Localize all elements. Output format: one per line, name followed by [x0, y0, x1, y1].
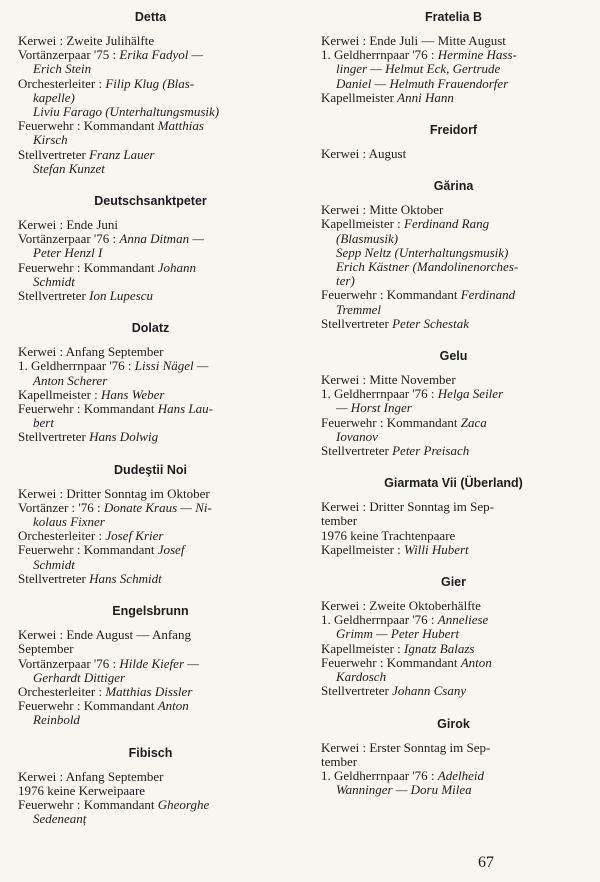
line-label: Stellvertreter — [18, 146, 90, 162]
line-label: Stellvertreter — [321, 443, 393, 459]
line-value: Peter Schestak — [392, 315, 469, 331]
entry-dolatz — [18, 321, 283, 444]
entry-line — [18, 416, 283, 430]
line-label: Vortänzer : '76 : — [18, 499, 104, 515]
entry-line — [18, 91, 283, 105]
entry-line — [321, 217, 586, 231]
line-label: Kerwei : Erster Sonntag im Sep- — [321, 739, 491, 755]
entry-line — [18, 770, 283, 784]
page-number: 67 — [478, 854, 494, 871]
line-value: Kardosch — [336, 669, 387, 685]
entry-title: Gier — [440, 575, 466, 590]
entry-freidorf — [321, 123, 586, 161]
line-value: Hans Schmidt — [89, 570, 162, 586]
line-label: Feuerwehr : Kommandant — [18, 542, 158, 558]
entry-fratelia-b — [321, 10, 586, 105]
line-value: Hans Weber — [101, 386, 165, 402]
line-value: Anni Hann — [397, 89, 454, 105]
entry-line — [18, 34, 283, 48]
entry-engelsbrunn — [18, 604, 283, 727]
line-value: Franz Lauer — [89, 146, 155, 162]
entry-spacer — [18, 303, 283, 321]
line-value: — Horst Inger — [336, 400, 412, 416]
entry-line — [18, 119, 283, 133]
line-value: Liviu Farago (Unterhaltungsmusik) — [33, 104, 220, 120]
line-value: kolaus Fixner — [33, 514, 105, 530]
line-value: Zaca — [460, 414, 487, 430]
line-value: Anna Ditman — — [119, 231, 204, 247]
entry-line — [321, 416, 586, 430]
line-label: Kerwei : Mitte Oktober — [321, 202, 444, 218]
entry-line — [321, 260, 586, 274]
entry-garina — [321, 179, 586, 331]
line-label: tember — [321, 753, 358, 769]
line-label: Orchesterleiter : — [18, 528, 106, 544]
entry-line — [321, 642, 586, 656]
entry-title: Giarmata Vii (Überland) — [384, 476, 523, 491]
entry-line — [321, 274, 586, 288]
line-label: Feuerwehr : Kommandant — [321, 287, 461, 303]
entry-spacer — [18, 586, 283, 604]
entry-line — [18, 77, 283, 91]
line-label: Kerwei : Zweite Julihälfte — [18, 33, 155, 48]
entry-line — [18, 359, 283, 373]
line-value: Ion Lupescu — [89, 288, 154, 304]
entry-spacer — [18, 445, 283, 463]
entry-line — [321, 373, 586, 387]
entry-line — [321, 77, 586, 91]
entry-line — [18, 699, 283, 713]
line-label: Feuerwehr : Kommandant — [18, 118, 158, 134]
line-label: Kerwei : Anfang September — [18, 768, 164, 784]
line-value: Anton Scherer — [33, 372, 108, 388]
entry-gier — [321, 575, 586, 698]
entry-line — [18, 388, 283, 402]
line-value: Johann Csany — [392, 683, 467, 699]
line-label: Feuerwehr : Kommandant — [18, 698, 158, 714]
line-value: Helga Seiler — [437, 386, 504, 402]
line-label: Kapellmeister : — [321, 640, 405, 656]
line-label: 1. Geldherrnpaar '76 : — [18, 358, 135, 374]
entry-spacer — [321, 699, 586, 717]
entry-line — [18, 402, 283, 416]
entry-line — [321, 444, 586, 458]
line-value: Iovanov — [336, 428, 378, 444]
entry-spacer — [18, 728, 283, 746]
line-value: Adelheid — [437, 767, 484, 783]
line-value: Daniel — Helmuth Frauendorfer — [336, 75, 509, 91]
line-label: Kerwei : Dritter Sonntag im Sep- — [321, 499, 494, 515]
entry-line — [18, 558, 283, 572]
entry-line — [18, 798, 283, 812]
entry-spacer — [321, 557, 586, 575]
entry-line — [18, 657, 283, 671]
entry-line — [321, 769, 586, 783]
entry-spacer — [321, 458, 586, 476]
line-value: Ferdinand — [460, 287, 516, 303]
line-value: kapelle) — [33, 89, 75, 105]
line-label: 1. Geldherrnpaar '76 : — [321, 47, 438, 63]
entry-line — [18, 642, 283, 656]
entry-line — [321, 599, 586, 613]
entry-line — [18, 543, 283, 557]
line-value: Peter Preisach — [392, 443, 470, 459]
entry-spacer — [18, 176, 283, 194]
line-value: Erika Fadyol — — [119, 47, 204, 63]
line-value: Erich Stein — [33, 61, 92, 77]
line-label: Feuerwehr : Kommandant — [321, 654, 461, 670]
line-label: Kapellmeister : — [321, 541, 405, 557]
line-value: Willi Hubert — [404, 541, 469, 557]
line-label: Kapellmeister : — [321, 216, 405, 232]
entry-line — [321, 684, 586, 698]
entry-line — [321, 613, 586, 627]
entry-line — [18, 345, 283, 359]
entry-line — [321, 741, 586, 755]
line-label: Kapellmeister — [321, 89, 398, 105]
line-label: Stellvertreter — [18, 429, 90, 445]
entry-line — [321, 529, 586, 543]
entry-line — [18, 62, 283, 76]
entry-line — [321, 627, 586, 641]
entry-line — [321, 430, 586, 444]
entry-line — [18, 261, 283, 275]
entry-line — [321, 755, 586, 769]
line-value: Sepp Neltz (Unterhaltungsmusik) — [336, 244, 509, 260]
line-value: Stefan Kunzet — [33, 160, 105, 176]
line-label: Kerwei : Dritter Sonntag im Oktober — [18, 485, 210, 501]
entry-line — [321, 48, 586, 62]
line-label: Feuerwehr : Kommandant — [18, 259, 158, 275]
line-value: Lissi Nägel — — [134, 358, 209, 374]
entry-title: Girok — [437, 716, 470, 731]
entry-line — [321, 232, 586, 246]
line-value: Matthias — [157, 118, 204, 134]
entry-line — [321, 317, 586, 331]
entry-line — [18, 105, 283, 119]
entry-line — [18, 671, 283, 685]
line-label: 1. Geldherrnpaar '76 : — [321, 386, 438, 402]
entry-line — [321, 303, 586, 317]
entry-line — [18, 374, 283, 388]
entry-title: Detta — [134, 10, 167, 24]
line-value: Gerhardt Dittiger — [33, 669, 126, 685]
line-label: Feuerwehr : Kommandant — [18, 796, 158, 812]
entry-dudestii-noi — [18, 463, 283, 586]
entry-line — [18, 529, 283, 543]
entry-giarmata-vii-uberland — [321, 476, 586, 557]
entry-line — [18, 487, 283, 501]
line-label: Vortänzerpaar '75 : — [18, 47, 120, 63]
entry-spacer — [321, 331, 586, 349]
line-label: tember — [321, 513, 358, 529]
line-value: Kirsch — [33, 132, 68, 148]
line-label: Kerwei : Anfang September — [18, 344, 164, 360]
entry-title: Dudeştii Noi — [114, 462, 187, 477]
line-value: Schmidt — [33, 556, 75, 572]
line-value: Josef Krier — [105, 528, 164, 544]
line-label: Kerwei : Ende August — Anfang — [18, 627, 191, 643]
line-value: Hans Dolwig — [89, 429, 159, 445]
entry-line — [18, 812, 283, 826]
entry-spacer — [321, 161, 586, 179]
line-value: Ignatz Balazs — [404, 640, 475, 656]
entry-title: Dolatz — [131, 321, 170, 336]
line-label: Vortänzerpaar '76 : — [18, 655, 120, 671]
entry-line — [321, 203, 586, 217]
entry-line — [321, 401, 586, 415]
line-label: Stellvertreter — [321, 683, 393, 699]
entry-line — [321, 514, 586, 528]
entry-line — [321, 147, 586, 161]
line-value: Josef — [157, 542, 185, 558]
line-label: September — [18, 641, 74, 657]
line-value: Anneliese — [437, 612, 489, 628]
line-value: linger — Helmut Eck, Gertrude — [336, 61, 501, 77]
line-label: Kerwei : Ende Juli — Mitte August — [321, 33, 506, 48]
entry-line — [18, 430, 283, 444]
entry-line — [321, 387, 586, 401]
entry-line — [18, 784, 283, 798]
line-value: Filip Klug (Blas- — [105, 75, 195, 91]
entry-line — [18, 685, 283, 699]
line-label: Stellvertreter — [18, 570, 90, 586]
entry-line — [321, 62, 586, 76]
line-value: Johann — [157, 259, 196, 275]
entry-girok — [321, 717, 586, 798]
entry-fibisch — [18, 746, 283, 827]
line-label: Stellvertreter — [321, 315, 393, 331]
entry-line — [321, 670, 586, 684]
line-value: Wanninger — Doru Milea — [336, 782, 472, 798]
entry-deutschsanktpeter — [18, 194, 283, 303]
line-value: Hilde Kiefer — — [119, 655, 199, 671]
line-value: Hermine Hass- — [437, 47, 517, 63]
right-column — [321, 10, 586, 797]
line-label: Kerwei : Zweite Oktoberhälfte — [321, 598, 481, 614]
line-label: Orchesterleiter : — [18, 75, 106, 91]
entry-line — [18, 289, 283, 303]
entry-line — [18, 628, 283, 642]
entry-title: Gărina — [433, 179, 474, 194]
line-label: 1. Geldherrnpaar '76 : — [321, 767, 438, 783]
entry-line — [18, 572, 283, 586]
entry-line — [321, 288, 586, 302]
line-value: Erich Kästner (Mandolinenorches- — [336, 259, 519, 275]
entry-title: Engelsbrunn — [112, 604, 189, 619]
line-value: Tremmel — [336, 301, 382, 317]
entry-line — [18, 275, 283, 289]
entry-line — [18, 232, 283, 246]
line-value: Peter Henzl I — [33, 245, 103, 261]
entry-line — [18, 218, 283, 232]
line-label: Kapellmeister : — [18, 386, 102, 402]
entry-line — [321, 783, 586, 797]
entry-line — [18, 148, 283, 162]
entry-line — [321, 246, 586, 260]
line-label: Kerwei : Ende Juni — [18, 217, 119, 233]
line-value: Matthias Dissler — [105, 683, 193, 699]
line-value: Schmidt — [33, 273, 75, 289]
entry-line — [321, 500, 586, 514]
line-value: ter) — [336, 273, 355, 289]
entry-line — [18, 162, 283, 176]
line-label: 1. Geldherrnpaar '76 : — [321, 612, 438, 628]
entry-title: Deutschsanktpeter — [94, 194, 207, 209]
entry-title: Gelu — [439, 349, 468, 364]
line-value: Anton — [157, 698, 189, 714]
line-value: Donate Kraus — Ni- — [103, 499, 212, 515]
line-value: Sedeneanț — [33, 811, 87, 827]
entry-line — [18, 133, 283, 147]
line-label: Orchesterleiter : — [18, 683, 106, 699]
entry-line — [18, 246, 283, 260]
entry-line — [321, 34, 586, 48]
left-column — [18, 10, 283, 826]
entry-title: Fratelia B — [425, 10, 482, 24]
entry-detta — [18, 10, 283, 176]
line-value: Gheorghe — [157, 796, 210, 812]
entry-line — [321, 91, 586, 105]
entry-line — [321, 656, 586, 670]
line-label: Kerwei : Mitte November — [321, 372, 456, 388]
line-label: Stellvertreter — [18, 288, 90, 304]
line-value: Grimm — Peter Hubert — [336, 626, 460, 642]
line-label: 1976 keine Trachtenpaare — [321, 527, 456, 543]
line-value: Hans Lau- — [157, 401, 213, 417]
line-label: Vortänzerpaar '76 : — [18, 231, 120, 247]
entry-line — [18, 713, 283, 727]
entry-line — [18, 48, 283, 62]
entry-title: Fibisch — [128, 745, 173, 760]
line-label: Feuerwehr : Kommandant — [18, 401, 158, 417]
line-value: Anton — [460, 654, 492, 670]
entry-title: Freidorf — [429, 123, 478, 138]
entry-line — [18, 515, 283, 529]
line-value: Ferdinand Rang — [404, 216, 490, 232]
entry-line — [321, 543, 586, 557]
line-value: Reinbold — [33, 712, 80, 728]
line-label: 1976 keine Kerweipaare — [18, 782, 146, 798]
line-label: Kerwei : August — [321, 146, 407, 162]
line-value: (Blasmusik) — [336, 230, 399, 246]
line-value: bert — [33, 415, 54, 431]
entry-spacer — [321, 105, 586, 123]
line-label: Feuerwehr : Kommandant — [321, 414, 461, 430]
entry-gelu — [321, 349, 586, 458]
entry-line — [18, 501, 283, 515]
